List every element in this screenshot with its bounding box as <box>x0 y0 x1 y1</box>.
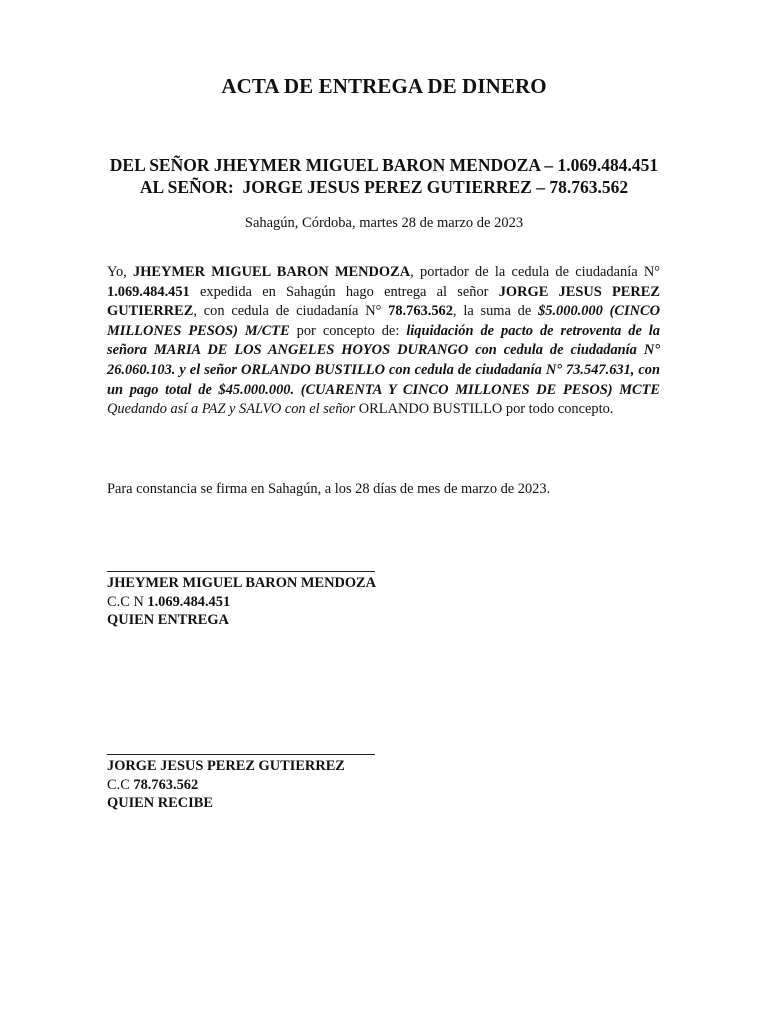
giver-name: JHEYMER MIGUEL BARON MENDOZA <box>133 264 411 280</box>
receiver-id: 78.763.562 <box>388 303 453 320</box>
body-paragraph <box>107 263 660 420</box>
id-number: 78.763.562 <box>133 776 199 793</box>
id-label: C.C N <box>107 593 148 610</box>
amount: $5.000.000 (CINCO MILLONES PESOS) M/CTE <box>107 303 660 339</box>
signature-line <box>107 754 375 755</box>
signature-block-giver <box>107 571 507 630</box>
parties-header <box>0 154 768 198</box>
closing-statement: Para constancia se firma en Sahagún, a los 28 días de mes de marzo de 2023. <box>107 481 551 497</box>
to-line: AL SEÑOR: JORGE JESUS PEREZ GUTIERREZ – 78.763.562 <box>139 177 629 197</box>
place-date: Sahagún, Córdoba, martes 28 de marzo de 2023 <box>244 215 524 231</box>
signature-block-receiver <box>107 754 507 813</box>
body-text-segment: , la suma de <box>452 303 539 320</box>
receiver-name: JORGE JESUS PEREZ GUTIERREZ <box>107 283 660 320</box>
signer-id <box>107 776 507 795</box>
document-title: ACTA DE ENTREGA DE DINERO <box>221 74 547 98</box>
from-line: DEL SEÑOR JHEYMER MIGUEL BARON MENDOZA – 1.069.484.451 <box>109 155 659 175</box>
signature-line <box>107 571 375 572</box>
signer-name: JORGE JESUS PEREZ GUTIERREZ <box>107 758 345 774</box>
body-text-segment: por concepto de: <box>289 322 407 339</box>
body-text-segment: expedida en Sahagún hago entrega al señor <box>189 283 499 300</box>
signer-role: QUIEN RECIBE <box>107 795 213 811</box>
signer-role: QUIEN ENTREGA <box>107 612 229 628</box>
giver-id: 1.069.484.451 <box>107 283 190 300</box>
body-text-segment: , con cedula de ciudadanía N° <box>193 303 389 320</box>
body-text-segment: ORLANDO BUSTILLO por todo concepto. <box>355 401 614 418</box>
id-number: 1.069.484.451 <box>147 593 231 610</box>
signer-name: JHEYMER MIGUEL BARON MENDOZA <box>107 575 377 591</box>
body-text-segment: , portador de la cedula de ciudadanía N° <box>410 264 661 280</box>
paz-y-salvo-clause: Quedando así a PAZ y SALVO con el señor <box>107 401 356 418</box>
id-label: C.C <box>107 776 134 793</box>
signer-id <box>107 593 507 612</box>
payment-concept: liquidación de pacto de retroventa de la señora MARIA DE LOS ANGELES HOYOS DURANGO con cedula de ciudadanía N° 26.060.103. y el señor ORLANDO BUSTILLO con cedula de ciudadanía N° 73.547.631, con un pago total de $45.000.000. (CUARENTA Y CINCO MILLONES DE PESOS) MCTE <box>107 322 661 398</box>
body-text-segment: Yo, <box>107 264 134 280</box>
